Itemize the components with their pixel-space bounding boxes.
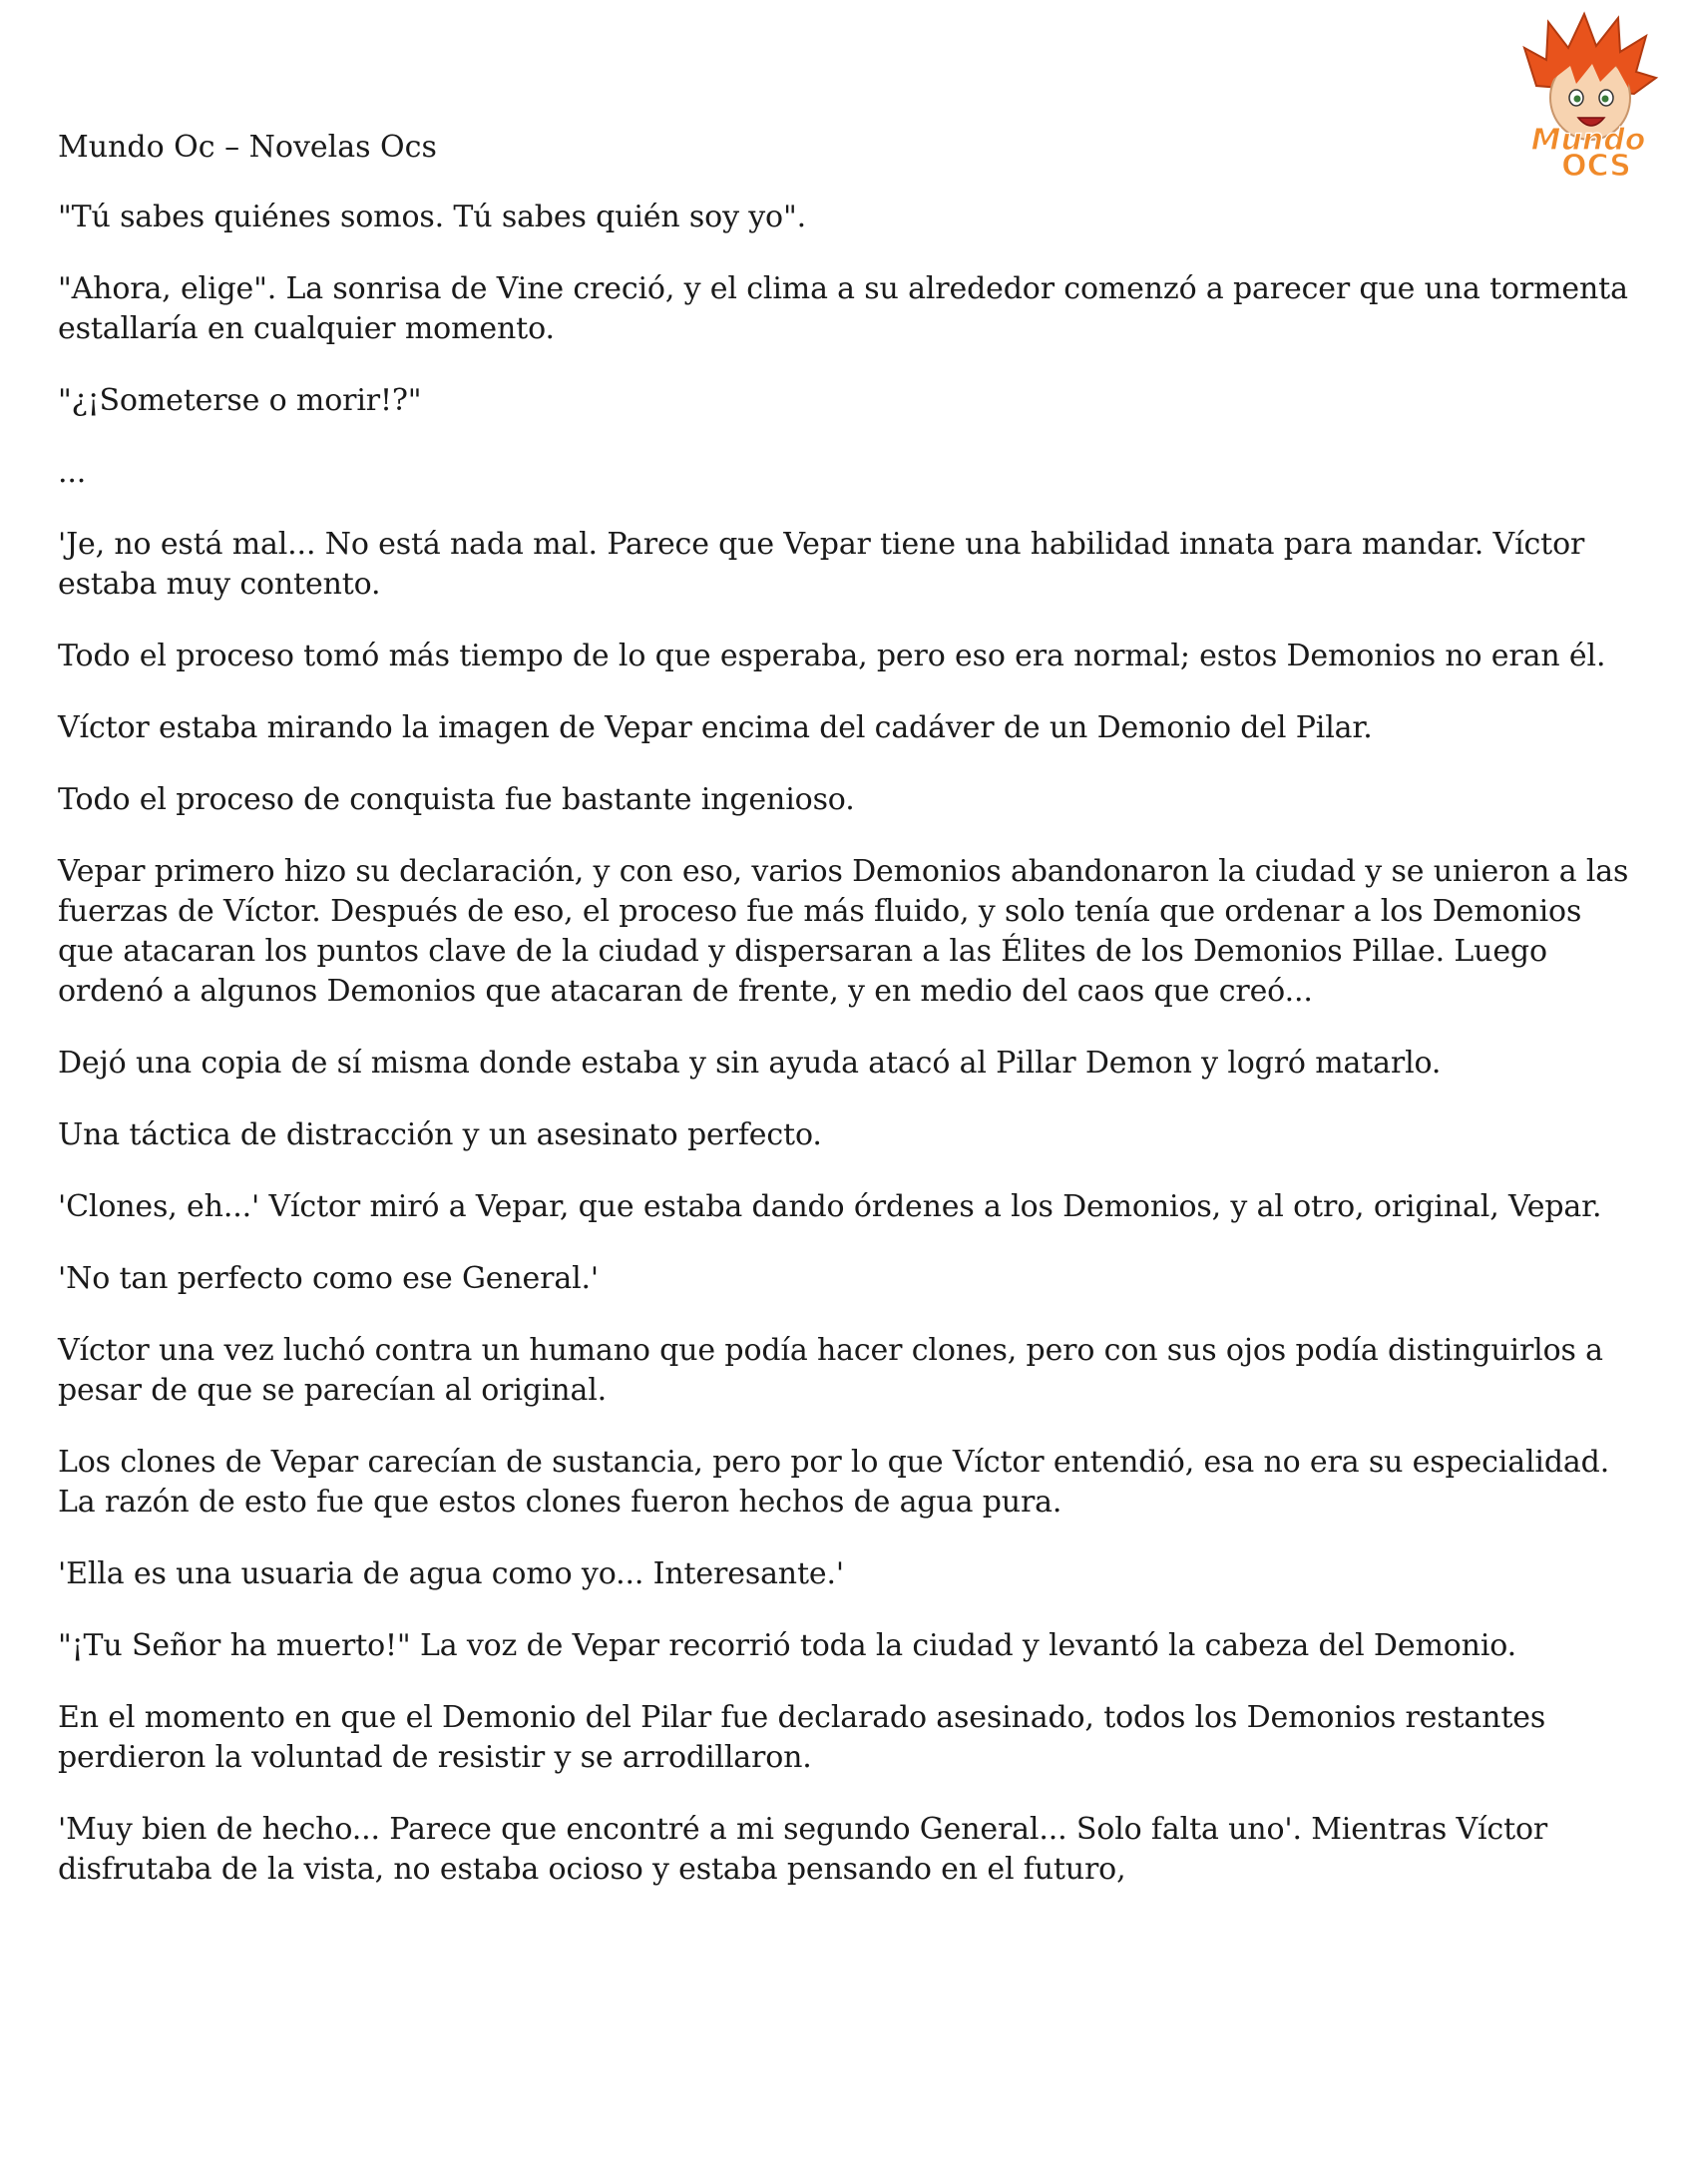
paragraph-11: Una táctica de distracción y un asesinato perfecto.	[58, 1117, 822, 1152]
paragraph-10: Dejó una copia de sí misma donde estaba y sin ayuda atacó al Pillar Demon y logró matarlo.	[58, 1046, 1442, 1081]
paragraph-4: ...	[58, 455, 87, 490]
paragraph-8: Todo el proceso de conquista fue bastante ingenioso.	[58, 782, 855, 817]
paragraph-7: Víctor estaba mirando la imagen de Vepar encima del cadáver de un Demonio del Pilar.	[58, 710, 1373, 745]
paragraph-13: 'No tan perfecto como ese General.'	[58, 1261, 600, 1296]
paragraph-16: 'Ella es una usuaria de agua como yo... Interesante.'	[58, 1556, 844, 1591]
paragraph-12: 'Clones, eh...' Víctor miró a Vepar, que estaba dando órdenes a los Demonios, y al otro, original, Vepar.	[58, 1189, 1602, 1224]
logo-pupil-right	[1602, 96, 1609, 103]
paragraph-9: Vepar primero hizo su declaración, y con eso, varios Demonios abandonaron la ciudad y se unieron a las fuerzas de Víctor. Después de eso, el proceso fue más fluido, y solo tenía que ordenar a los Demonios que atacaran los puntos clave de la ciudad y dispersaran a las Élites de los Demonios Pillae. Luego ordenó a algunos Demonios que atacaran de frente, y en medio del caos que creó...	[58, 854, 1629, 1009]
logo-text-top: Mundo	[1530, 123, 1646, 158]
logo-pupil-left	[1574, 96, 1581, 103]
paragraph-19: 'Muy bien de hecho... Parece que encontré a mi segundo General... Solo falta uno'. Mientras Víctor disfrutaba de la vista, no estaba ocioso y estaba pensando en el futuro,	[58, 1812, 1548, 1887]
paragraph-5: 'Je, no está mal... No está nada mal. Parece que Vepar tiene una habilidad innata para mandar. Víctor estaba muy contento.	[58, 527, 1585, 602]
paragraph-6: Todo el proceso tomó más tiempo de lo que esperaba, pero eso era normal; estos Demonios no eran él.	[58, 639, 1606, 673]
paragraph-1: "Tú sabes quiénes somos. Tú sabes quién soy yo".	[58, 200, 807, 234]
logo-text-bottom: OCS	[1561, 149, 1631, 183]
paragraph-18: En el momento en que el Demonio del Pilar fue declarado asesinado, todos los Demonios restantes perdieron la voluntad de resistir y se arrodillaron.	[58, 1700, 1546, 1775]
site-header-title: Mundo Oc – Novelas Ocs	[58, 130, 437, 165]
paragraph-2: "Ahora, elige". La sonrisa de Vine creció, y el clima a su alrededor comenzó a parecer que una tormenta estallaría en cualquier momento.	[58, 271, 1628, 346]
paragraph-17: "¡Tu Señor ha muerto!" La voz de Vepar recorrió toda la ciudad y levantó la cabeza del Demonio.	[58, 1628, 1517, 1663]
paragraph-3: "¿¡Someterse o morir!?"	[58, 383, 422, 418]
document-page	[58, 128, 1634, 1922]
paragraph-14: Víctor una vez luchó contra un humano que podía hacer clones, pero con sus ojos podía distinguirlos a pesar de que se parecían al original.	[58, 1333, 1603, 1408]
paragraph-15: Los clones de Vepar carecían de sustancia, pero por lo que Víctor entendió, esa no era su especialidad. La razón de esto fue que estos clones fueron hechos de agua pura.	[58, 1445, 1610, 1520]
